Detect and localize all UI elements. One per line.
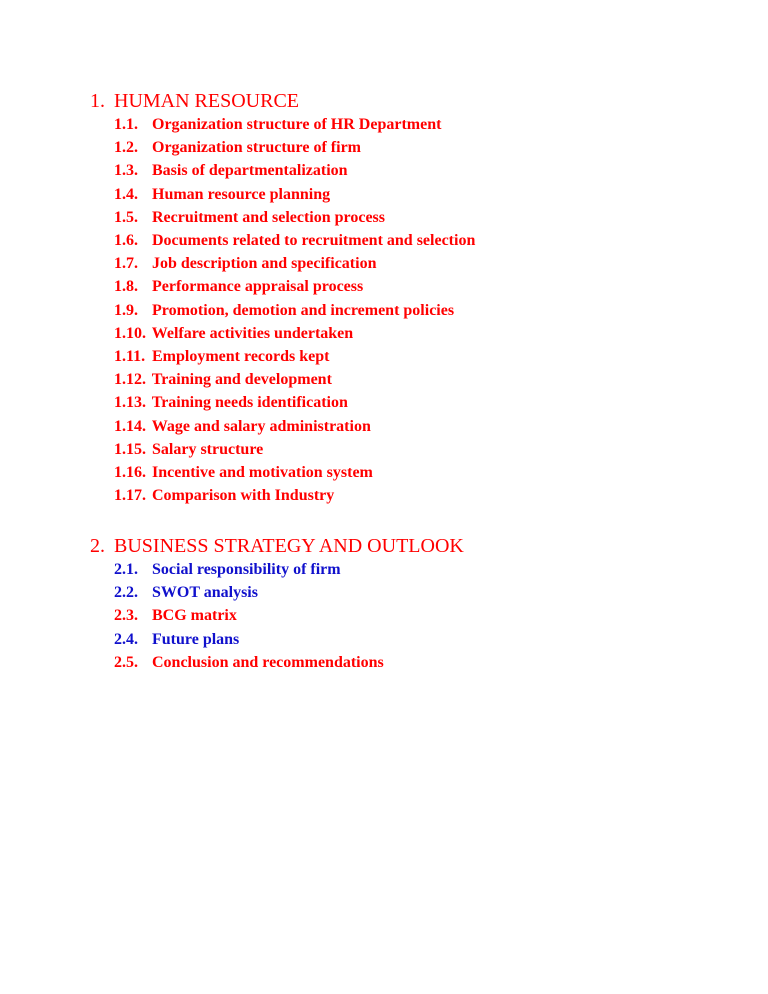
item-text: Employment records kept bbox=[152, 348, 330, 366]
item-text: BCG matrix bbox=[152, 607, 237, 625]
item-text: Future plans bbox=[152, 630, 240, 648]
section-business-strategy bbox=[90, 534, 730, 674]
item-number: 2.2. bbox=[114, 584, 138, 602]
item-text: Training and development bbox=[151, 371, 332, 389]
section-number: 1. bbox=[90, 90, 105, 112]
list-item bbox=[114, 438, 730, 461]
item-text: SWOT analysis bbox=[152, 584, 258, 602]
section-heading bbox=[90, 534, 730, 558]
list-item bbox=[114, 391, 730, 414]
list-item bbox=[114, 159, 730, 182]
list-item bbox=[114, 628, 730, 651]
section-items bbox=[90, 558, 730, 674]
item-number: 1.5. bbox=[114, 208, 138, 226]
item-number: 1.9. bbox=[114, 301, 138, 319]
item-text: Welfare activities undertaken bbox=[151, 324, 354, 342]
item-number: 1.16. bbox=[114, 464, 146, 482]
item-number: 1.12. bbox=[114, 371, 146, 389]
item-text: Conclusion and recommendations bbox=[152, 653, 384, 671]
list-item bbox=[114, 581, 730, 604]
item-number: 1.3. bbox=[114, 162, 138, 180]
list-item bbox=[114, 206, 730, 229]
item-text: Organization structure of HR Department bbox=[152, 116, 442, 133]
list-item bbox=[114, 368, 730, 391]
item-number: 1.8. bbox=[114, 278, 138, 296]
section-title: BUSINESS STRATEGY AND OUTLOOK bbox=[114, 535, 464, 557]
item-text: Salary structure bbox=[152, 440, 264, 458]
item-text: Human resource planning bbox=[152, 185, 331, 203]
item-text: Job description and specification bbox=[152, 255, 377, 273]
item-number: 1.1. bbox=[114, 116, 138, 133]
list-item bbox=[114, 461, 730, 484]
section-items bbox=[90, 113, 730, 507]
list-item bbox=[114, 484, 730, 507]
item-number: 2.4. bbox=[114, 630, 138, 648]
list-item bbox=[114, 322, 730, 345]
item-number: 2.1. bbox=[114, 561, 138, 578]
item-text: Comparison with Industry bbox=[152, 487, 335, 505]
item-text: Organization structure of firm bbox=[152, 139, 361, 157]
section-title: HUMAN RESOURCE bbox=[114, 90, 300, 112]
list-item bbox=[114, 113, 730, 136]
list-item bbox=[114, 136, 730, 159]
list-item bbox=[114, 183, 730, 206]
item-text: Documents related to recruitment and selection bbox=[152, 232, 476, 250]
list-item bbox=[114, 299, 730, 322]
item-number: 2.5. bbox=[114, 653, 138, 671]
item-number: 1.4. bbox=[114, 185, 138, 203]
item-text: Training needs identification bbox=[151, 394, 348, 412]
item-number: 1.14. bbox=[114, 417, 146, 435]
list-item bbox=[114, 345, 730, 368]
list-item bbox=[114, 252, 730, 275]
item-number: 1.7. bbox=[114, 255, 138, 273]
item-text: Basis of departmentalization bbox=[152, 162, 348, 180]
item-text: Wage and salary administration bbox=[151, 417, 371, 435]
item-number: 1.13. bbox=[114, 394, 146, 412]
item-number: 1.15. bbox=[114, 440, 146, 458]
section-human-resource bbox=[90, 89, 730, 507]
item-text: Promotion, demotion and increment policies bbox=[152, 301, 455, 319]
item-text: Incentive and motivation system bbox=[152, 464, 373, 482]
item-number: 1.6. bbox=[114, 232, 138, 250]
section-number: 2. bbox=[90, 535, 105, 557]
list-item bbox=[114, 415, 730, 438]
list-item bbox=[114, 651, 730, 674]
list-item bbox=[114, 558, 730, 581]
item-number: 1.10. bbox=[114, 324, 146, 342]
list-item bbox=[114, 275, 730, 298]
list-item bbox=[114, 229, 730, 252]
list-item bbox=[114, 604, 730, 627]
item-number: 1.11. bbox=[114, 348, 146, 366]
item-text: Performance appraisal process bbox=[152, 278, 364, 296]
item-number: 1.17. bbox=[114, 487, 146, 505]
section-heading bbox=[90, 89, 730, 113]
item-text: Social responsibility of firm bbox=[152, 561, 341, 578]
item-number: 2.3. bbox=[114, 607, 138, 625]
item-text: Recruitment and selection process bbox=[152, 208, 385, 226]
item-number: 1.2. bbox=[114, 139, 138, 157]
